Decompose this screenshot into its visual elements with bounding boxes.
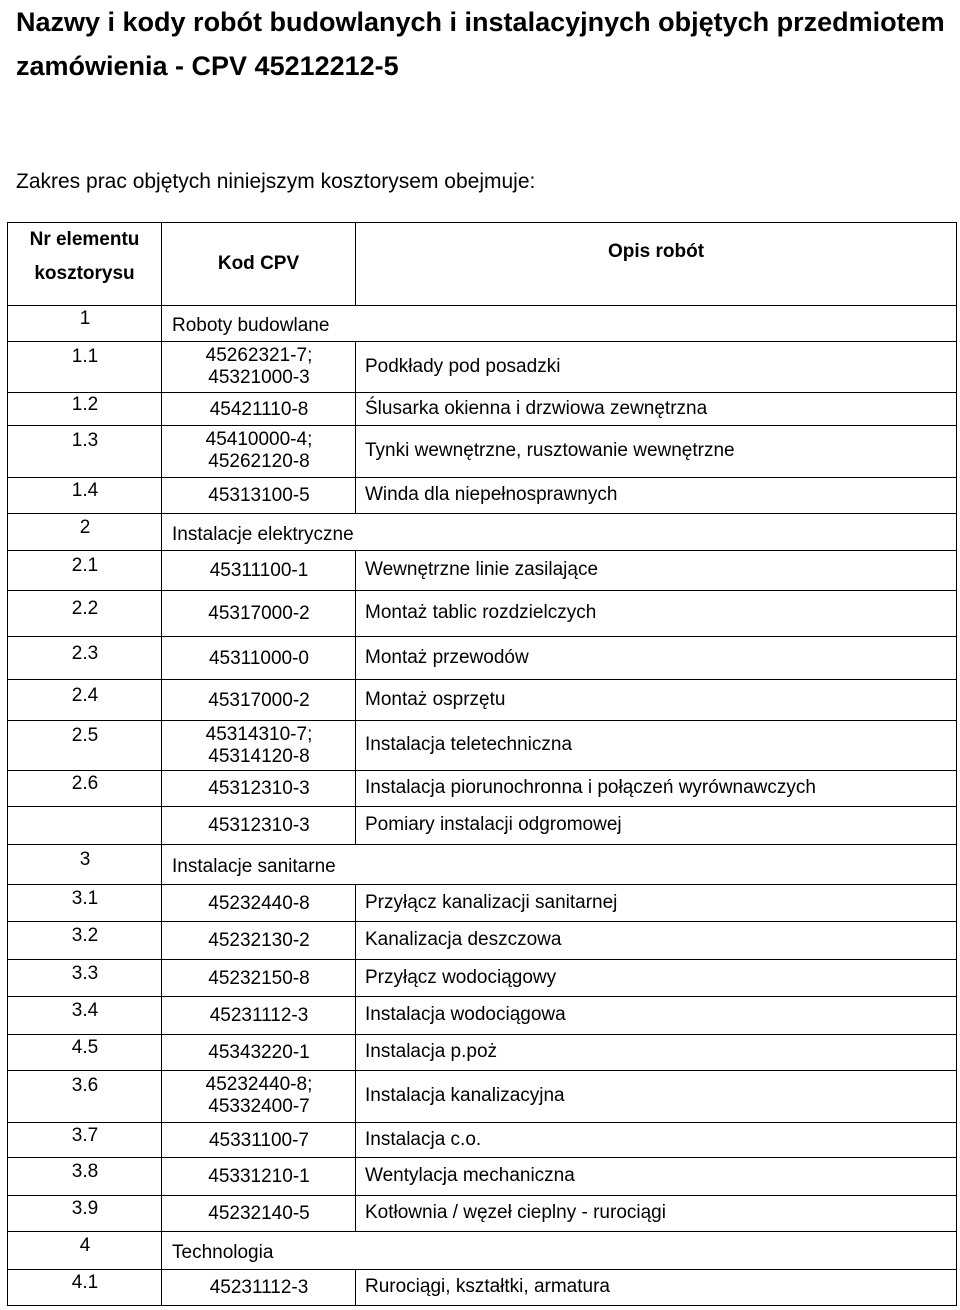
element-number: 2.5	[71, 725, 99, 746]
column-divider	[355, 885, 356, 922]
table-row	[8, 885, 956, 922]
cpv-code-line: 45331100-7	[208, 1129, 310, 1151]
column-divider	[355, 997, 356, 1035]
cpv-code-line: 45232440-8;	[205, 1074, 313, 1095]
element-number: 1.4	[71, 480, 99, 501]
work-description: Montaż przewodów	[365, 646, 529, 668]
cpv-code	[162, 560, 356, 582]
element-number: 2.2	[71, 598, 99, 619]
cpv-code-line: 45314310-7;	[205, 724, 313, 745]
column-divider	[161, 680, 162, 721]
column-divider	[355, 960, 356, 997]
work-description: Montaż tablic rozdzielczych	[365, 602, 597, 623]
column-divider	[355, 1158, 356, 1196]
table-row	[8, 591, 956, 637]
element-number: 1	[79, 308, 91, 329]
cpv-code-line: 45312310-3	[208, 778, 310, 799]
element-number: 2	[79, 516, 91, 538]
cpv-code	[162, 603, 356, 625]
work-description: Winda dla niepełnosprawnych	[365, 484, 618, 505]
section-row	[8, 845, 956, 885]
work-description: Instalacja p.poż	[365, 1041, 498, 1062]
work-description: Rurociągi, kształtki, armatura	[365, 1276, 610, 1297]
column-divider	[161, 514, 162, 551]
work-description: Kanalizacja deszczowa	[365, 929, 562, 950]
work-description: Przyłącz kanalizacji sanitarnej	[365, 891, 618, 913]
table-row	[8, 1158, 956, 1196]
element-number: 1.2	[71, 393, 99, 415]
header-element-number-line1: Nr elementu	[29, 229, 140, 250]
table-row	[8, 1270, 956, 1306]
table-row	[8, 922, 956, 960]
table-row	[8, 426, 956, 478]
column-divider	[355, 551, 356, 591]
column-divider	[355, 478, 356, 514]
cpv-code	[162, 815, 356, 837]
table-row	[8, 680, 956, 721]
column-divider	[355, 1035, 356, 1071]
element-number: 3.9	[71, 1198, 99, 1219]
element-number: 3.4	[71, 1000, 99, 1021]
cpv-code-line: 45317000-2	[208, 689, 310, 711]
column-divider	[161, 393, 162, 426]
element-number: 3	[79, 849, 91, 870]
element-number: 3.3	[71, 962, 99, 984]
column-divider	[161, 1270, 162, 1306]
cpv-code-line: 45313100-5	[208, 485, 310, 506]
cpv-code-line: 45262321-7;	[205, 345, 313, 366]
cpv-code-line: 45421110-8	[209, 398, 309, 420]
element-number: 2.1	[71, 555, 99, 576]
cpv-code	[162, 893, 356, 915]
element-number: 1.1	[71, 346, 99, 367]
table-row	[8, 551, 956, 591]
work-description: Instalacja kanalizacyjna	[365, 1085, 565, 1106]
cpv-code-line: 45317000-2	[208, 603, 310, 624]
section-row	[8, 1232, 956, 1270]
work-description: Kotłownia / węzeł cieplny - rurociągi	[365, 1202, 666, 1223]
cpv-code-line: 45321000-3	[208, 367, 310, 388]
element-number: 3.7	[71, 1124, 99, 1146]
element-number: 3.1	[71, 887, 99, 909]
column-divider	[161, 1196, 162, 1232]
element-number: 4	[79, 1235, 91, 1256]
element-number: 4.1	[71, 1272, 99, 1293]
table-row	[8, 478, 956, 514]
column-divider	[355, 680, 356, 721]
header-description: Opis robót	[607, 241, 705, 262]
column-divider	[355, 591, 356, 637]
cpv-code	[162, 1074, 356, 1118]
column-divider	[161, 1232, 162, 1270]
table-header	[7, 222, 957, 306]
cpv-code	[162, 399, 356, 421]
column-divider	[355, 721, 356, 771]
cpv-code-line: 45232440-8	[208, 892, 310, 914]
column-divider	[355, 771, 356, 807]
table-row	[8, 1071, 956, 1123]
cpv-code-line: 45331210-1	[208, 1166, 310, 1187]
cpv-code	[162, 1130, 356, 1152]
cpv-code	[162, 1005, 356, 1027]
header-element-number	[8, 223, 162, 305]
column-divider	[161, 637, 162, 680]
section-title: Technologia	[172, 1242, 274, 1263]
table-row	[8, 393, 956, 426]
table-row	[8, 342, 956, 393]
column-divider	[355, 1196, 356, 1232]
column-divider	[161, 997, 162, 1035]
table-row	[8, 997, 956, 1035]
element-number: 4.5	[71, 1037, 99, 1058]
work-description: Tynki wewnętrzne, rusztowanie wewnętrzne	[365, 440, 735, 461]
table-row	[8, 960, 956, 997]
table-row	[8, 721, 956, 771]
work-description: Przyłącz wodociągowy	[365, 966, 557, 988]
table-row	[8, 807, 956, 845]
section-title: Roboty budowlane	[172, 315, 330, 336]
table-row	[8, 1196, 956, 1232]
element-number: 3.8	[71, 1161, 99, 1182]
table-row	[8, 1123, 956, 1158]
cpv-code	[162, 930, 356, 952]
cpv-code	[162, 1166, 356, 1188]
cpv-code-line: 45312310-3	[208, 815, 310, 836]
table-body	[7, 306, 957, 1306]
column-divider	[355, 1270, 356, 1306]
section-title: Instalacje sanitarne	[172, 856, 336, 877]
column-divider	[161, 591, 162, 637]
cpv-code	[162, 778, 356, 800]
cpv-code-line: 45311100-1	[209, 560, 309, 581]
work-description: Instalacja wodociągowa	[365, 1004, 566, 1025]
section-title: Instalacje elektryczne	[172, 523, 354, 545]
work-description: Instalacja teletechniczna	[365, 734, 573, 755]
page-title: Nazwy i kody robót budowlanych i instalacyjnych objętych przedmiotem zamówienia - CPV 45212212-5	[16, 7, 945, 81]
cpv-code-line: 45231112-3	[209, 1005, 309, 1026]
column-divider	[355, 922, 356, 960]
cpv-code-line: 45311000-0	[208, 647, 310, 669]
column-divider	[161, 306, 162, 342]
column-divider	[161, 885, 162, 922]
cpv-code-line: 45231112-3	[209, 1277, 309, 1298]
column-divider	[161, 1123, 162, 1158]
cpv-code	[162, 968, 356, 990]
column-divider	[355, 342, 356, 393]
cpv-code	[162, 429, 356, 473]
column-divider	[161, 771, 162, 807]
section-row	[8, 306, 956, 342]
table-row	[8, 637, 956, 680]
column-divider	[161, 922, 162, 960]
element-number: 2.3	[71, 642, 99, 664]
work-description: Instalacja c.o.	[365, 1128, 482, 1150]
header-element-number-line2: kosztorysu	[34, 263, 135, 284]
column-divider	[355, 1123, 356, 1158]
column-divider	[161, 426, 162, 478]
cpv-code-line: 45232150-8	[208, 967, 310, 989]
column-divider	[161, 478, 162, 514]
cpv-code	[162, 648, 356, 670]
table-row	[8, 771, 956, 807]
cpv-code	[162, 1203, 356, 1225]
cpv-code-line: 45232130-2	[208, 930, 310, 951]
column-divider	[161, 807, 162, 845]
element-number: 3.6	[71, 1075, 99, 1096]
column-divider	[355, 426, 356, 478]
cpv-code-line: 45262120-8	[208, 451, 310, 472]
cpv-code	[162, 1277, 356, 1299]
cpv-code-line: 45232140-5	[208, 1203, 310, 1224]
column-divider	[355, 637, 356, 680]
column-divider	[355, 393, 356, 426]
element-number: 2.6	[71, 773, 99, 794]
work-description: Podkłady pod posadzki	[365, 355, 561, 377]
cpv-code	[162, 724, 356, 768]
work-description: Pomiary instalacji odgromowej	[365, 814, 622, 835]
cpv-code-line: 45314120-8	[208, 746, 310, 767]
column-divider	[161, 342, 162, 393]
element-number: 3.2	[71, 925, 99, 946]
table-row	[8, 1035, 956, 1071]
cpv-code	[162, 345, 356, 389]
column-divider	[161, 721, 162, 771]
section-row	[8, 514, 956, 551]
work-description: Instalacja piorunochronna i połączeń wyrównawczych	[365, 777, 816, 798]
cpv-code	[162, 690, 356, 712]
cpv-code-line: 45332400-7	[208, 1096, 310, 1117]
column-divider	[355, 1071, 356, 1123]
column-divider	[161, 551, 162, 591]
cpv-code	[162, 485, 356, 507]
column-divider	[161, 1071, 162, 1123]
column-divider	[161, 845, 162, 885]
intro-text: Zakres prac objętych niniejszym kosztorysem obejmuje:	[16, 170, 536, 193]
work-description: Montaż osprzętu	[365, 688, 506, 710]
work-description: Wewnętrzne linie zasilające	[365, 559, 599, 580]
column-divider	[161, 1158, 162, 1196]
column-divider	[355, 807, 356, 845]
cpv-code-line: 45410000-4;	[205, 429, 313, 450]
column-divider	[161, 1035, 162, 1071]
work-description: Wentylacja mechaniczna	[365, 1165, 575, 1186]
cpv-code	[162, 1042, 356, 1064]
work-description: Ślusarka okienna i drzwiowa zewnętrzna	[365, 397, 708, 419]
element-number: 2.4	[71, 684, 99, 706]
element-number: 1.3	[71, 430, 99, 451]
cpv-code-line: 45343220-1	[208, 1042, 310, 1063]
column-divider	[161, 960, 162, 997]
header-cpv-code: Kod CPV	[162, 223, 356, 305]
